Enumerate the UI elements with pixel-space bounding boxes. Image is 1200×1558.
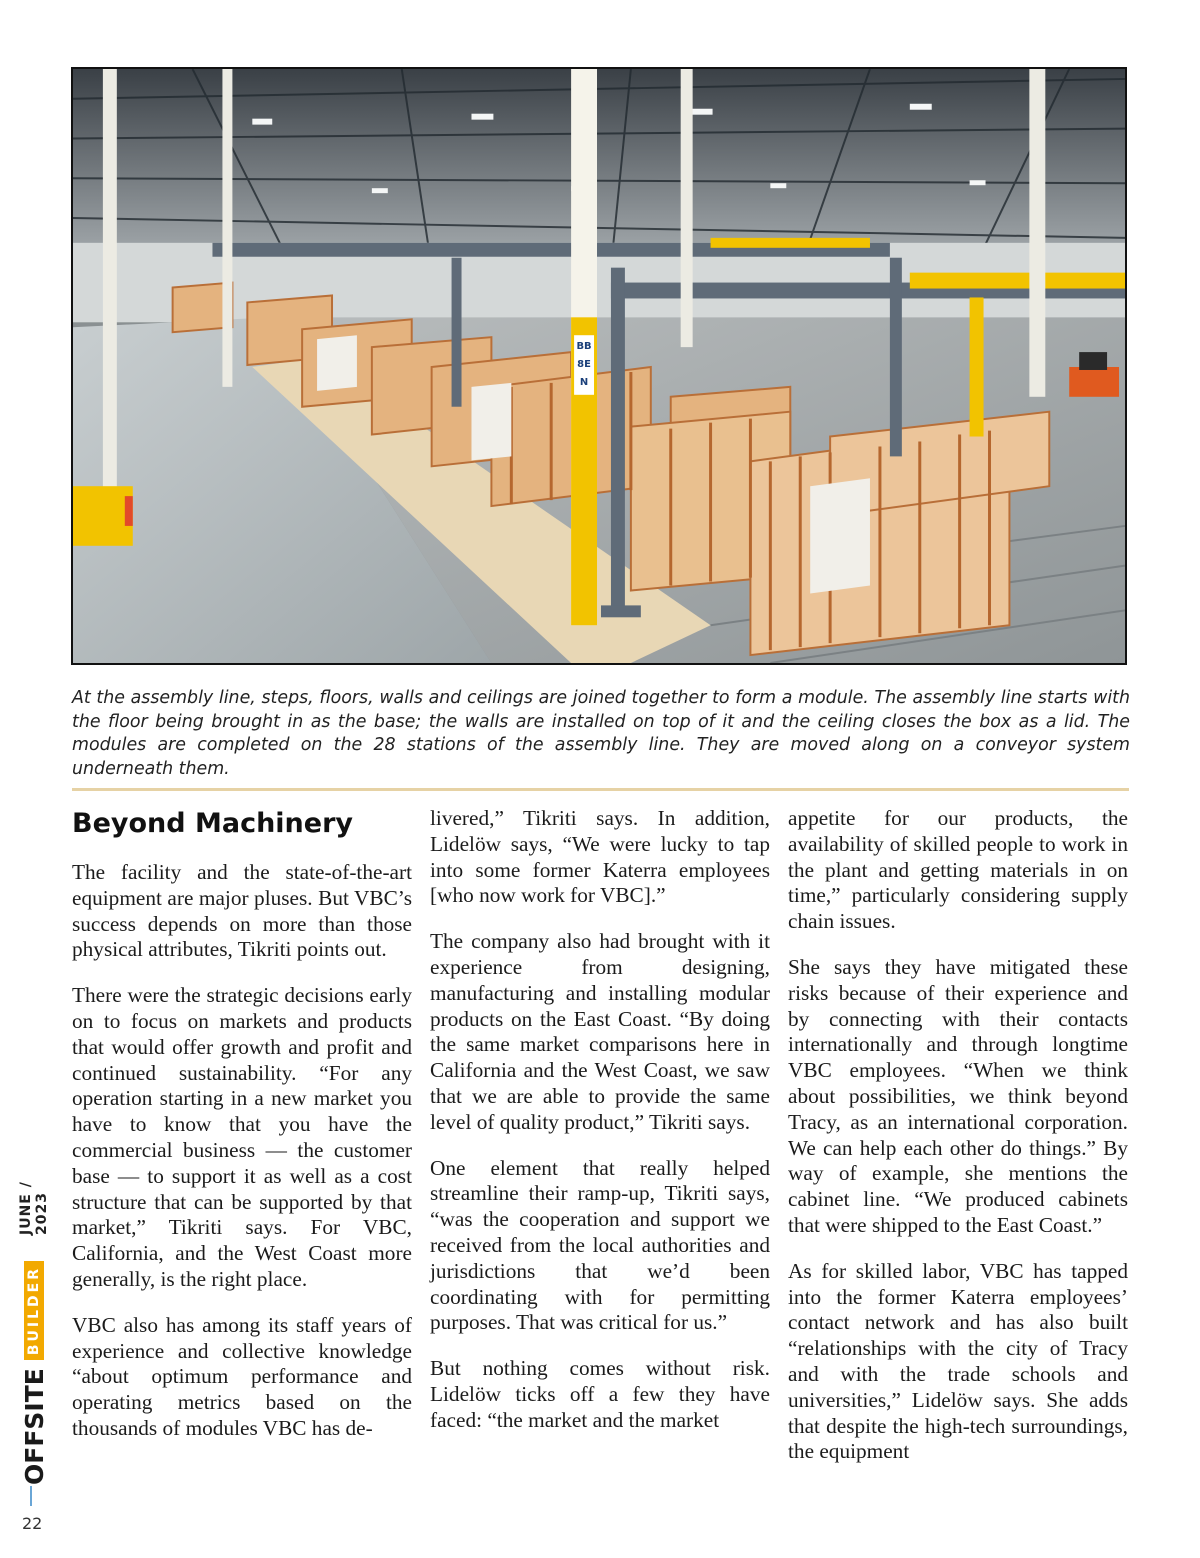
paragraph: There were the strategic decisions early on to focus on markets and products that would offer growth and profit and continued sustainability. “For any operation starting in a new market you have to know that you have the commercial business — the customer base — to support it as well as a cost structure that can be supported by that market,” Tikriti says. For VBC, California, and the West Coast more generally, is the right place. [72,983,412,1291]
paragraph: But nothing comes without risk. Lidelöw ticks off a few they have faced: “the market and the market [430,1356,770,1432]
brand-offsite: OFFSITE [19,1368,49,1485]
article-column-3 [788,806,1128,1485]
paragraph: As for skilled labor, VBC has tapped into the former Katerra employees’ contact network and has also built “relationships with the city of Tracy and with the trade schools and universities,” Lidelöw says. She adds that despite the high-tech surroundings, the equipment [788,1258,1128,1464]
magazine-sidebar [16,1160,52,1485]
magazine-branding [16,1160,52,1485]
page-number: 22 [22,1514,43,1533]
factory-photo [71,67,1127,665]
svg-text:N: N [579,376,589,388]
paragraph: VBC also has among its staff years of experience and collective knowledge “about optimum performance and operating metrics based on the thousands of modules VBC has de- [72,1312,412,1440]
paragraph: The company also had brought with it experience from designing, manufacturing and installing modular products on the East Coast. “By doing the same market comparisons here in California and the West Coast, we saw that we are able to provide the same level of quality product,” Tikriti says. [430,929,770,1134]
paragraph: The facility and the state-of-the-art equipment are major pluses. But VBC’s success depends on more than those physical attributes, Tikriti points out. [72,860,412,962]
svg-text:BB: BB [576,341,592,353]
paragraph: One element that really helped streamline their ramp-up, Tikriti says, “was the cooperation and support we received from the local authorities and jurisdictions that we’d been coordinating with for permitting purposes. That was critical for us.” [430,1155,770,1335]
section-heading: Beyond Machinery [72,808,354,839]
assembly-line-illustration [73,69,1125,663]
paragraph: livered,” Tikriti says. In addition, Lidelöw says, “We were lucky to tap into some former Katerra employees [who now work for VBC].” [430,806,770,908]
svg-text:8E: 8E [577,359,591,370]
article-column-1 [72,806,412,1462]
issue-date: JUNE / 2023 [18,1181,50,1235]
photo-caption: At the assembly line, steps, floors, walls and ceilings are joined together to form a module. The assembly line starts with the floor being brought in as the base; the walls are installed on top of it and the ceiling closes the box as a lid. The modules are completed on the 28 stations of the assembly line. They are moved along on a conveyor system underneath them. [72,688,1130,779]
brand-builder: BUILDER [24,1261,44,1360]
paragraph: appetite for our products, the availability of skilled people to work in the plant and getting materials in on time,” particularly considering supply chain issues. [788,806,1128,934]
article-column-2 [430,806,770,1454]
sidebar-accent-line [30,1486,32,1506]
caption-divider [72,788,1129,791]
paragraph: She says they have mitigated these risks because of their experience and by connecting with their contacts internationally and through longtime VBC employees. “When we think about possibilities, we think beyond Tracy, as an international corporation. We can help each other do things.” By way of example, she mentions the cabinet line. “We produced cabinets that were shipped to the East Coast.” [788,954,1128,1237]
